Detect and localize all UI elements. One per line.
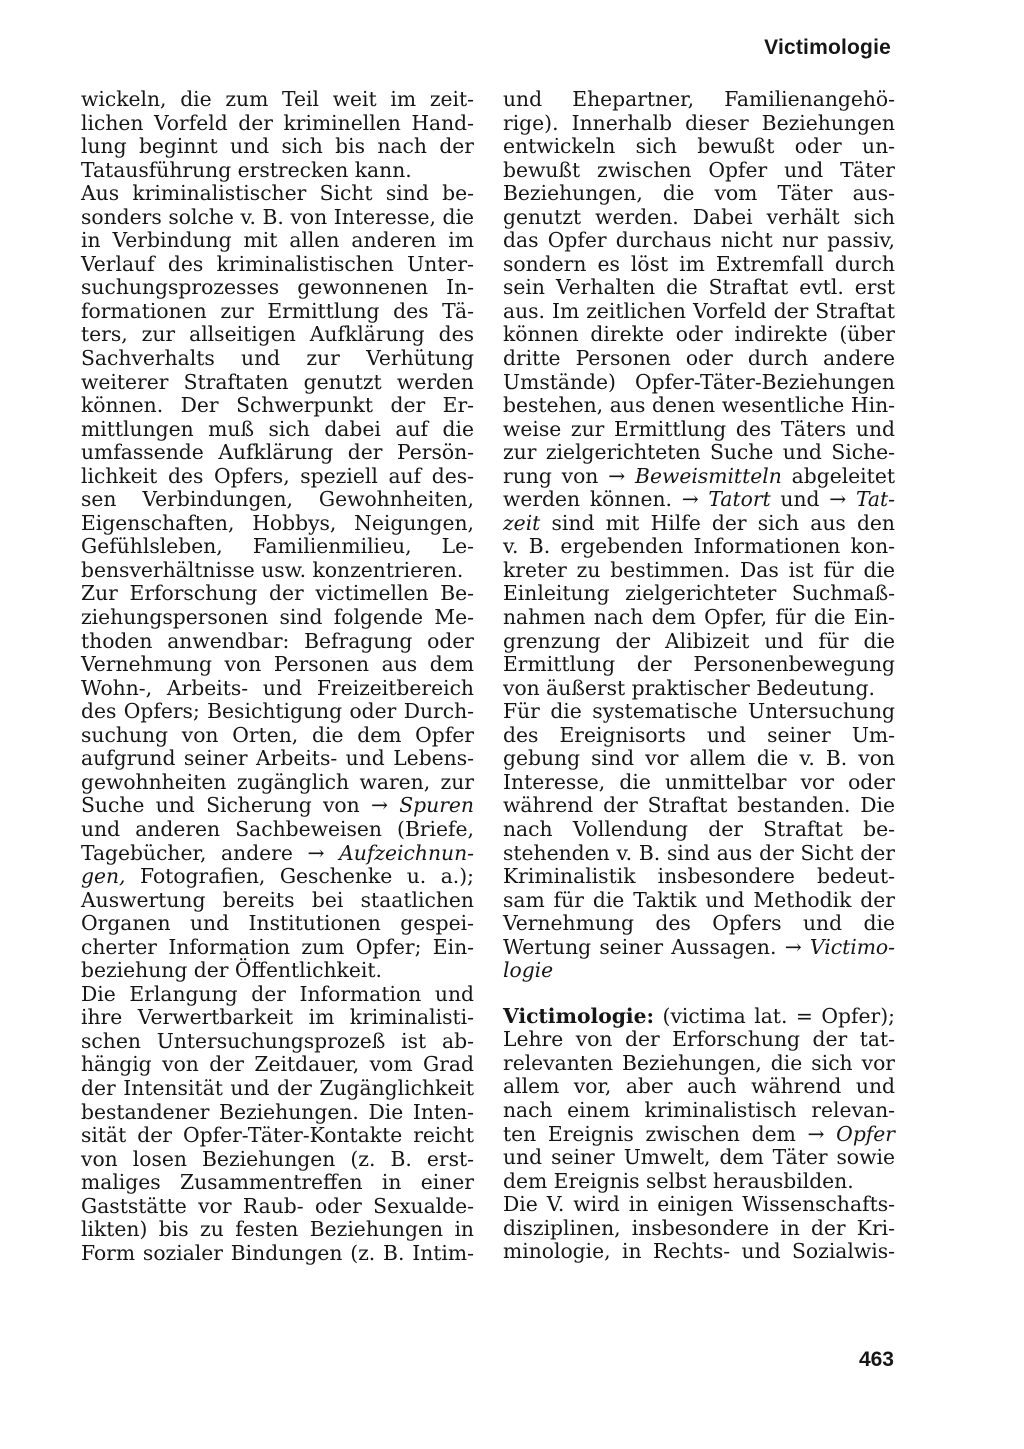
line-text: und Ehepartner, Familienangehö-	[503, 87, 895, 111]
line-text: das Opfer durchaus nicht nur passiv,	[503, 228, 895, 253]
line-text: dem Ereignis selbst herausbilden.	[503, 1168, 854, 1193]
line-text: ten Ereignis zwischen dem	[503, 1121, 796, 1146]
text-line	[503, 1193, 895, 1217]
text-line	[503, 253, 895, 277]
line-text: Lehre von der Erforschung der tat-	[503, 1027, 895, 1052]
line-text: rige). Innerhalb dieser Beziehungen	[503, 110, 895, 135]
text-line	[81, 630, 474, 654]
text-line	[503, 229, 895, 253]
line-text: bewußt zwischen Opfer und Täter	[503, 157, 895, 182]
text-line	[503, 1052, 895, 1076]
line-text: zur zielgerichteten Suche und Siche-	[503, 440, 895, 465]
right-text-column	[503, 88, 895, 1264]
text-line	[81, 347, 474, 371]
line-text: bensverhältnisse usw. konzentrieren.	[81, 557, 464, 582]
left-text-column	[81, 88, 474, 1265]
line-text: wickeln, die zum Teil weit im zeit-	[81, 87, 474, 111]
line-text: lung beginnt und sich bis nach der	[81, 134, 474, 159]
text-line	[503, 747, 895, 771]
line-text: sonders solche v. B. von Interesse, die	[81, 204, 474, 229]
text-line	[503, 394, 895, 418]
line-text: Umstände) Opfer-Täter-Beziehungen	[503, 369, 895, 394]
line-text: rung von	[503, 463, 599, 488]
text-line	[503, 1170, 895, 1194]
line-text: Einleitung zielgerichteter Suchmaß-	[503, 581, 895, 606]
text-line	[503, 535, 895, 559]
text-line	[81, 394, 474, 418]
page-number: 463	[858, 1348, 894, 1371]
text-line	[503, 794, 895, 818]
line-text: Wertung seiner Aussagen.	[503, 934, 777, 959]
text-line	[81, 794, 474, 818]
text-line	[503, 912, 895, 936]
line-text: nach Vollendung der Straftat be-	[503, 816, 895, 841]
text-line	[81, 253, 474, 277]
text-line	[503, 88, 895, 112]
text-line	[81, 842, 474, 866]
line-text: werden können.	[503, 487, 672, 512]
text-line	[81, 747, 474, 771]
cross-reference: → Tat-	[829, 487, 895, 512]
text-line	[503, 112, 895, 136]
cross-reference: → Tatort	[681, 487, 771, 512]
line-text: lichkeit des Opfers, speziell auf des-	[81, 463, 474, 488]
line-text: sein Verhalten die Straftat evtl. erst	[503, 275, 895, 300]
line-text: minologie, in Rechts- und Sozialwis-	[503, 1239, 895, 1264]
line-text: Suche und Sicherung von	[81, 793, 360, 818]
line-text: ziehungspersonen sind folgende Me-	[81, 605, 474, 630]
line-text: nahmen nach dem Opfer, für die Ein-	[503, 605, 895, 630]
text-line	[81, 535, 474, 559]
text-line	[81, 112, 474, 136]
line-text: Ermittlung der Personenbewegung	[503, 652, 895, 677]
cross-reference: → Beweismitteln	[608, 463, 782, 488]
text-line	[81, 1077, 474, 1101]
text-line	[503, 630, 895, 654]
text-line	[503, 512, 895, 536]
text-line	[81, 182, 474, 206]
text-line	[503, 135, 895, 159]
line-text: weiterer Straftaten genutzt werden	[81, 369, 474, 394]
line-text: Verlauf des kriminalistischen Unter-	[81, 251, 474, 276]
line-text: stehenden v. B. sind aus der Sicht der	[503, 840, 895, 865]
text-line	[503, 700, 895, 724]
text-line	[503, 182, 895, 206]
line-text: können direkte oder indirekte (über	[503, 322, 895, 347]
line-text: abgeleitet	[781, 463, 895, 488]
line-text: von äußerst praktischer Bedeutung.	[503, 675, 875, 700]
text-line	[81, 512, 474, 536]
text-line	[81, 159, 474, 183]
text-line	[81, 441, 474, 465]
line-text: mittlungen muß sich dabei auf die	[81, 416, 474, 441]
text-line	[503, 936, 895, 960]
line-text: cherter Information zum Opfer; Ein-	[81, 934, 474, 959]
line-text: dritte Personen oder durch andere	[503, 346, 895, 371]
text-line	[503, 818, 895, 842]
line-text: ters, zur allseitigen Aufklärung des	[81, 322, 474, 347]
line-text: ihre Verwertbarkeit im kriminalisti-	[81, 1005, 474, 1030]
text-line	[81, 1148, 474, 1172]
line-text: genutzt werden. Dabei verhält sich	[503, 204, 895, 229]
line-text: während der Straftat bestanden. Die	[503, 793, 895, 818]
line-text: lichen Vorfeld der kriminellen Hand-	[81, 110, 474, 135]
line-text: und anderen Sachbeweisen (Briefe,	[81, 816, 474, 841]
text-line	[81, 606, 474, 630]
text-line	[503, 653, 895, 677]
line-text: Form sozialer Bindungen (z. B. Intim-	[81, 1240, 474, 1265]
line-text: Beziehungen, die vom Täter aus-	[503, 181, 895, 206]
line-text: aufgrund seiner Arbeits- und Lebens-	[81, 746, 474, 771]
text-line	[503, 300, 895, 324]
text-line	[81, 488, 474, 512]
line-text: Für die systematische Untersuchung	[503, 699, 895, 724]
cross-reference: gen,	[81, 864, 126, 889]
text-line	[81, 1053, 474, 1077]
text-line	[81, 1006, 474, 1030]
text-line	[503, 677, 895, 701]
text-line	[81, 465, 474, 489]
line-text: grenzung der Alibizeit und für die	[503, 628, 895, 653]
line-text: v. B. ergebenden Informationen kon-	[503, 534, 895, 559]
line-text: aus. Im zeitlichen Vorfeld der Straftat	[503, 298, 895, 323]
line-text: Aus kriminalistischer Sicht sind be-	[81, 181, 474, 206]
line-text: gebung sind vor allem die v. B. von	[503, 746, 895, 771]
text-line	[81, 559, 474, 583]
line-text: Vernehmung des Opfers und die	[503, 911, 895, 936]
text-line	[81, 818, 474, 842]
cross-reference: → Aufzeichnun-	[307, 840, 474, 865]
text-line	[81, 677, 474, 701]
text-line	[503, 371, 895, 395]
text-line	[81, 936, 474, 960]
text-line	[81, 1030, 474, 1054]
text-line	[503, 1075, 895, 1099]
cross-reference: → Victimo-	[784, 934, 895, 959]
text-line	[503, 323, 895, 347]
text-line	[81, 1218, 474, 1242]
text-line	[503, 159, 895, 183]
text-line	[503, 1217, 895, 1241]
text-line	[81, 1171, 474, 1195]
text-line	[503, 488, 895, 512]
line-text: gewohnheiten zugänglich waren, zur	[81, 769, 474, 794]
text-line	[503, 1146, 895, 1170]
text-line	[503, 1028, 895, 1052]
line-text: Eigenschaften, Hobbys, Neigungen,	[81, 510, 474, 535]
line-text: beziehung der Öffentlichkeit.	[81, 958, 382, 983]
text-line	[81, 889, 474, 913]
entry-term: Victimologie:	[503, 1003, 655, 1028]
line-text: Kriminalistik insbesondere bedeut-	[503, 864, 895, 889]
text-line	[503, 771, 895, 795]
text-line	[81, 959, 474, 983]
line-text: sen Verbindungen, Gewohnheiten,	[81, 487, 474, 512]
text-line	[81, 1195, 474, 1219]
line-text: thoden anwendbar: Befragung oder	[81, 628, 474, 653]
line-text: in Verbindung mit allen anderen im	[81, 228, 474, 253]
line-text: Auswertung bereits bei staatlichen	[81, 887, 474, 912]
line-text: des Opfers; Besichtigung oder Durch-	[81, 699, 474, 724]
text-line	[503, 1005, 895, 1029]
text-line	[81, 983, 474, 1007]
line-text: Tagebücher, andere	[81, 840, 293, 865]
text-line	[81, 912, 474, 936]
line-text: formationen zur Ermittlung des Tä-	[81, 298, 474, 323]
text-line	[503, 889, 895, 913]
line-text: Zur Erforschung der victimellen Be-	[81, 581, 474, 606]
text-line	[81, 371, 474, 395]
line-text: likten) bis zu festen Beziehungen in	[81, 1217, 474, 1242]
line-text: Sachverhalts und zur Verhütung	[81, 346, 474, 371]
line-text: sam für die Taktik und Methodik der	[503, 887, 895, 912]
text-line	[503, 724, 895, 748]
line-text: und	[770, 487, 830, 512]
line-text: umfassende Aufklärung der Persön-	[81, 440, 474, 465]
line-text: Vernehmung von Personen aus dem	[81, 652, 474, 677]
line-text: von losen Beziehungen (z. B. erst-	[81, 1146, 474, 1171]
text-line	[503, 865, 895, 889]
text-line	[503, 465, 895, 489]
line-text: Interesse, die unmittelbar vor oder	[503, 769, 895, 794]
line-text: sondern es löst im Extremfall durch	[503, 251, 895, 276]
text-line	[81, 1242, 474, 1266]
running-head: Victimologie	[764, 36, 891, 59]
line-text: Organen und Institutionen gespei-	[81, 911, 474, 936]
text-line	[503, 206, 895, 230]
text-line	[81, 582, 474, 606]
text-line	[503, 559, 895, 583]
line-text: können. Der Schwerpunkt der Er-	[81, 393, 474, 418]
text-line	[503, 842, 895, 866]
line-text: hängig von der Zeitdauer, vom Grad	[81, 1052, 474, 1077]
cross-reference: zeit	[503, 510, 541, 535]
text-line	[81, 1101, 474, 1125]
text-line	[81, 865, 474, 889]
line-text: der Intensität und der Zugänglichkeit	[81, 1075, 474, 1100]
text-line	[81, 135, 474, 159]
line-text: suchungsprozesses gewonnenen In-	[81, 275, 474, 300]
text-line	[503, 1099, 895, 1123]
text-line	[81, 206, 474, 230]
line-text: bestehen, aus denen wesentliche Hin-	[503, 393, 895, 418]
text-line	[81, 1124, 474, 1148]
text-line	[503, 1123, 895, 1147]
text-line	[503, 276, 895, 300]
line-text: schen Untersuchungsprozeß ist ab-	[81, 1028, 474, 1053]
text-line	[81, 653, 474, 677]
text-line	[81, 229, 474, 253]
line-text: nach einem kriminalistisch relevan-	[503, 1097, 895, 1122]
line-text: Die V. wird in einigen Wissenschafts-	[503, 1192, 895, 1217]
text-line	[81, 700, 474, 724]
paragraph-gap	[503, 983, 895, 1005]
line-text: Die Erlangung der Information und	[81, 981, 474, 1006]
line-text: maliges Zusammentreffen in einer	[81, 1170, 474, 1195]
line-text: entwickeln sich bewußt oder un-	[503, 134, 895, 159]
line-text: disziplinen, insbesondere in der Kri-	[503, 1215, 895, 1240]
line-text: sind mit Hilfe der sich aus den	[540, 510, 895, 535]
line-text: allem vor, aber auch während und	[503, 1074, 895, 1099]
cross-reference: → Opfer	[807, 1121, 896, 1146]
line-text: Tatausführung erstrecken kann.	[81, 157, 412, 182]
text-line	[503, 347, 895, 371]
line-text: Gefühlsleben, Familienmilieu, Le-	[81, 534, 474, 559]
text-line	[503, 959, 895, 983]
line-text: relevanten Beziehungen, die sich vor	[503, 1050, 895, 1075]
text-line	[81, 418, 474, 442]
line-text: bestandener Beziehungen. Die Inten-	[81, 1099, 474, 1124]
text-line	[81, 300, 474, 324]
text-line	[81, 276, 474, 300]
line-text: weise zur Ermittlung des Täters und	[503, 416, 895, 441]
line-text: (victima lat. = Opfer);	[654, 1003, 895, 1028]
text-line	[503, 441, 895, 465]
text-line	[81, 323, 474, 347]
text-line	[81, 88, 474, 112]
line-text: des Ereignisorts und seiner Um-	[503, 722, 895, 747]
line-text: Wohn-, Arbeits- und Freizeitbereich	[81, 675, 474, 700]
cross-reference: logie	[503, 958, 554, 983]
line-text: Gaststätte vor Raub- oder Sexualde-	[81, 1193, 474, 1218]
text-line	[81, 771, 474, 795]
cross-reference: → Spuren	[371, 793, 474, 818]
text-line	[503, 582, 895, 606]
line-text: suchung von Orten, die dem Opfer	[81, 722, 474, 747]
line-text: sität der Opfer-Täter-Kontakte reicht	[81, 1123, 474, 1148]
text-line	[503, 418, 895, 442]
text-line	[503, 606, 895, 630]
text-line	[503, 1240, 895, 1264]
line-text: kreter zu bestimmen. Das ist für die	[503, 557, 895, 582]
line-text: und seiner Umwelt, dem Täter sowie	[503, 1145, 895, 1170]
text-line	[81, 724, 474, 748]
line-text: Fotografien, Geschenke u. a.);	[125, 864, 474, 889]
